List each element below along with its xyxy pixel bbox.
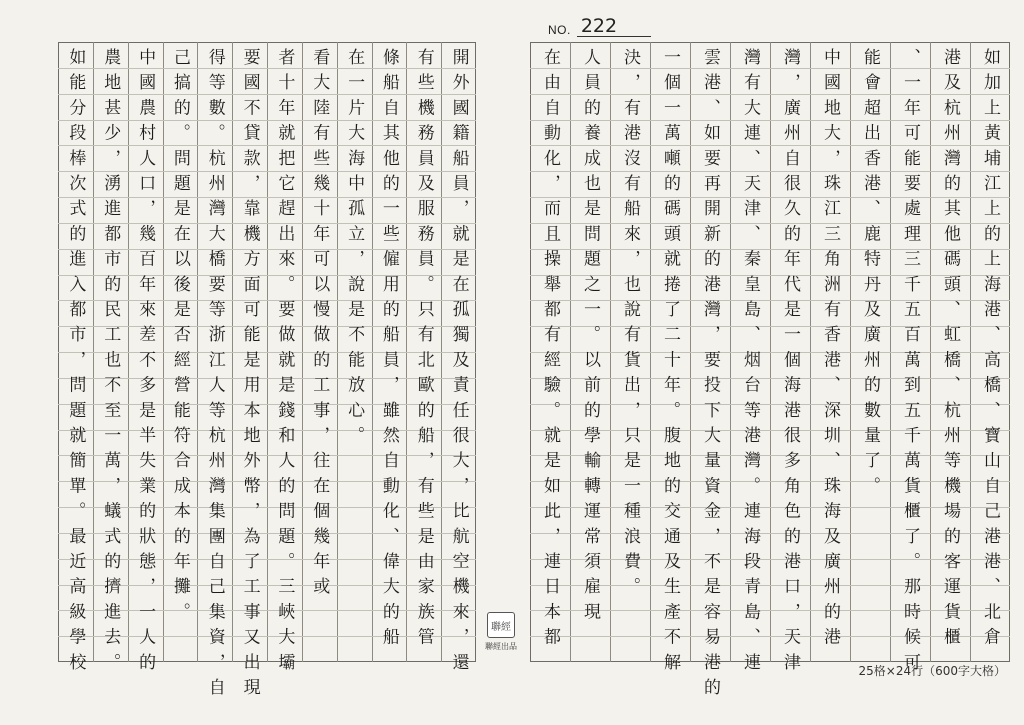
right-page-column: 能會超出香港、鹿特丹及廣州的數量了。 <box>860 48 880 502</box>
row-divider <box>530 507 1010 508</box>
row-divider <box>530 481 1010 482</box>
left-page-column: 者十年就把它趕出來。要做就是錢和人的問題。三峽大壩 <box>274 48 295 678</box>
row-divider <box>530 94 1010 95</box>
left-page-column: 己搞的。問題是在以後是否經營能符合成本的年攤。 <box>169 48 190 628</box>
row-divider <box>530 533 1010 534</box>
row-divider <box>530 145 1010 146</box>
row-divider <box>530 455 1010 456</box>
left-page-column: 農地甚少，湧進都市的民工也不至一萬，蟻式的擠進去。 <box>100 48 121 678</box>
row-divider <box>530 404 1010 405</box>
row-divider <box>530 585 1010 586</box>
publisher-seal-icon: 聯經 <box>487 612 515 638</box>
right-page-column: 人員的養成也是問題之一。以前的學輸轉運常須雇現 <box>580 48 600 628</box>
row-divider <box>530 559 1010 560</box>
left-page-column: 中國農村人口，幾百年來差不多是半失業的狀態，一人的 <box>135 48 156 678</box>
left-page-column: 有些機務員及服務員。只有北歐的船，有些是由家族管 <box>413 48 434 653</box>
publisher-name: 聯經出品 <box>485 642 517 651</box>
publisher-logo <box>480 612 522 660</box>
row-divider <box>530 636 1010 637</box>
row-divider <box>530 326 1010 327</box>
row-divider <box>530 197 1010 198</box>
right-page-column: 雲港、如要再開新的港灣，要投下大量資金，不是容易港的 <box>700 48 720 704</box>
right-page-column: 一個一萬噸的碼頭就捲了二十年。腹地的交通及生產不解 <box>660 48 680 678</box>
document-number-label: NO. <box>548 23 571 37</box>
row-divider <box>530 352 1010 353</box>
row-divider <box>530 171 1010 172</box>
row-divider <box>530 68 1010 69</box>
left-page-column: 條船自其他的一些僱用的船員，雖然自動化、偉大的船 <box>378 48 399 653</box>
right-page-column: 港及杭州灣的其他碼頭、虹橋、杭州等機場的客運貨櫃 <box>940 48 960 653</box>
left-page-column: 看大陸有些幾十年可以慢做的工事，往在個幾年或 <box>309 48 330 603</box>
document-number <box>548 16 651 37</box>
grid-spec-note: 25格×24行（600字大格） <box>858 664 1006 678</box>
right-page-column: 決，有港沒有船來，也說有貨出，只是一種浪費。 <box>620 48 640 603</box>
right-page-column: 灣有大連、天津、秦皇島、烟台等港灣。連海段青島、連 <box>740 48 760 678</box>
left-page-column: 如能分段棒次式的進入都市，問題就簡單。最近高級學校 <box>65 48 86 678</box>
row-divider <box>530 430 1010 431</box>
right-page-column: 如加上黃埔江上的上海港、高橋、寶山自己港港、北倉 <box>980 48 1000 653</box>
row-divider <box>530 610 1010 611</box>
row-divider <box>530 275 1010 276</box>
left-page-column: 得等數。杭州灣大橋要等浙江人等杭州灣集團自己集資，自 <box>204 48 225 704</box>
row-divider <box>530 378 1010 379</box>
row-divider <box>530 120 1010 121</box>
row-divider <box>530 249 1010 250</box>
row-divider <box>530 223 1010 224</box>
row-divider <box>530 300 1010 301</box>
left-page-column: 要國不貸款，靠機方面可能是用本地外幣，為了工事又出現 <box>239 48 260 704</box>
left-page-column: 在一片大海中孤立，說是不能放心。 <box>344 48 365 452</box>
right-page-column: 中國地大，珠江三角洲有香港、深圳、珠海及廣州的港 <box>820 48 840 653</box>
right-page-column: 、一年可能要處理三千五百萬到五千萬貨櫃了。那時候可 <box>900 48 920 678</box>
left-page-column: 開外國籍船員，就是在孤獨及責任很大，比航空機來，還 <box>448 48 469 678</box>
right-page-column: 在由自動化，而且操舉都有經驗。就是如此，連日本都 <box>540 48 560 653</box>
document-number-value: 222 <box>577 16 651 37</box>
left-page-grid <box>58 42 476 704</box>
right-page-column: 灣，廣州自很久的年代是一個海港很多角色的港口，天津 <box>780 48 800 678</box>
